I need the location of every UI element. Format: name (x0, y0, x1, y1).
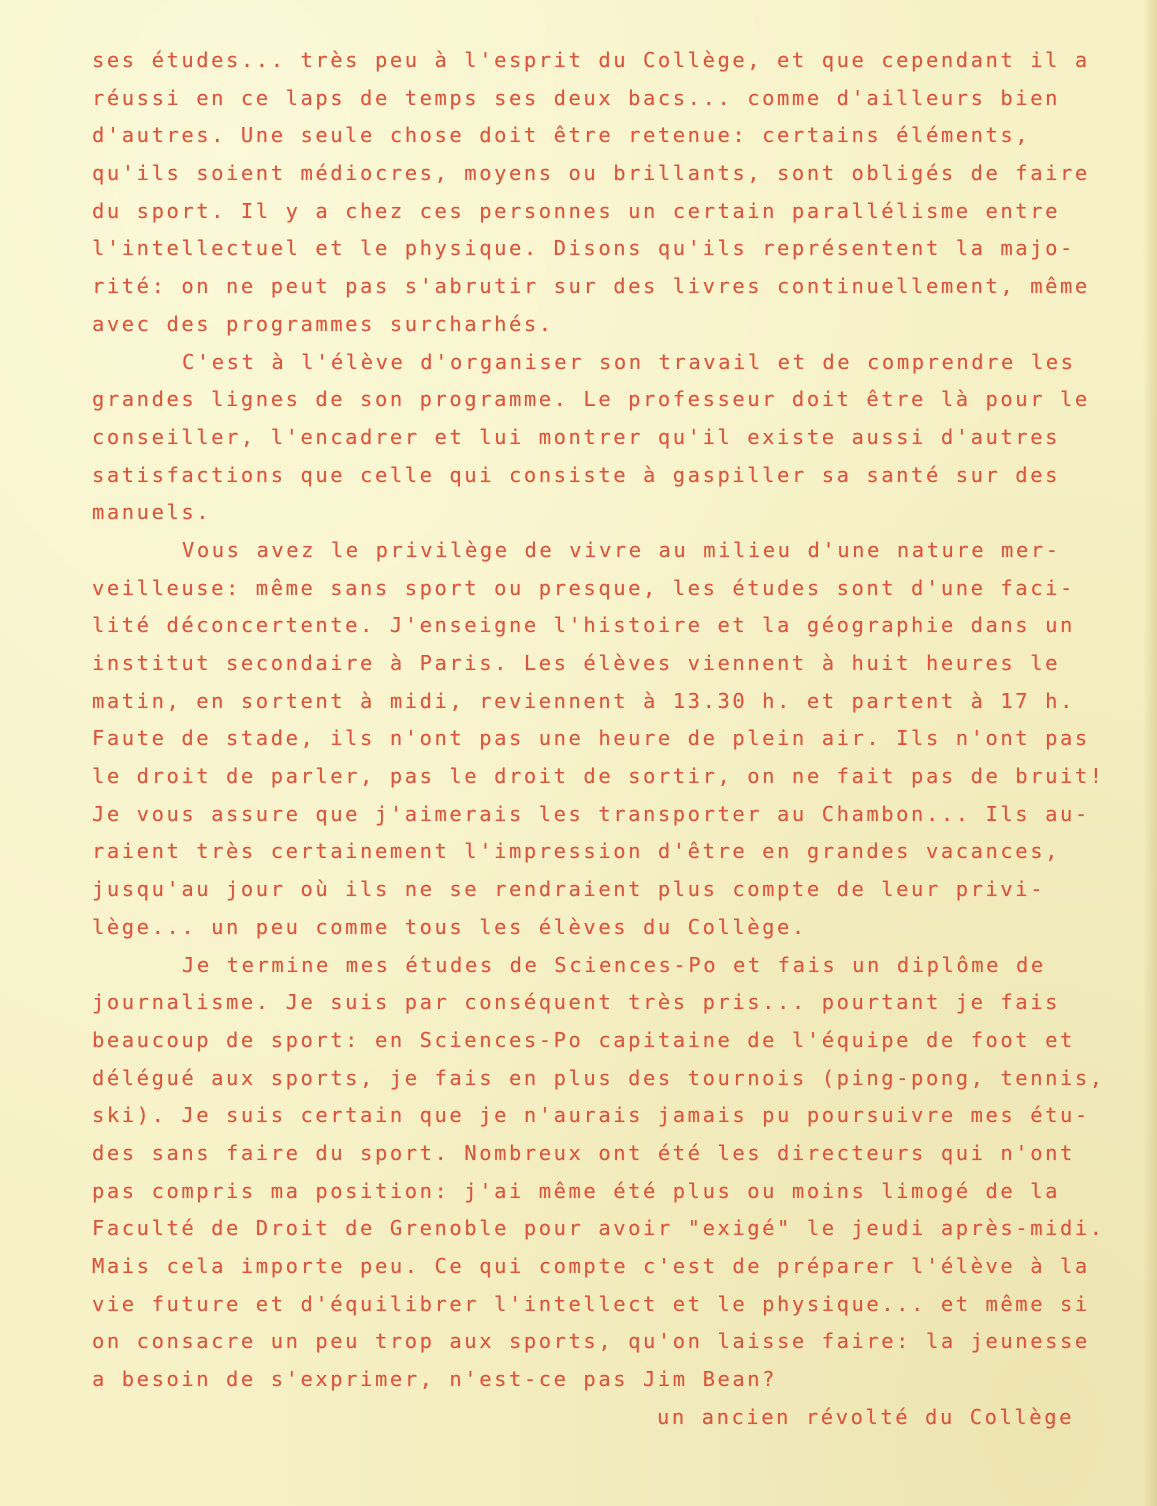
text-line: on consacre un peu trop aux sports, qu'on laisse faire: la jeunesse (92, 1329, 1090, 1354)
paper-edge (1143, 0, 1157, 1506)
text-line: qu'ils soient médiocres, moyens ou brillants, sont obligés de faire (92, 161, 1090, 186)
paragraph (92, 42, 1097, 344)
text-line: pas compris ma position: j'ai même été plus ou moins limogé de la (92, 1178, 1060, 1203)
text-line: Je vous assure que j'aimerais les transporter au Chambon... Ils au- (92, 801, 1090, 826)
text-line: conseiller, l'encadrer et lui montrer qu'il existe aussi d'autres (92, 424, 1060, 449)
text-line: avec des programmes surcharhés. (92, 311, 554, 336)
text-line: le droit de parler, pas le droit de sortir, on ne fait pas de bruit! (92, 764, 1105, 789)
text-line: d'autres. Une seule chose doit être retenue: certains éléments, (92, 123, 1031, 148)
text-line: Je termine mes études de Sciences-Po et fais un diplôme de (182, 952, 1046, 977)
text-line: l'intellectuel et le physique. Disons qu'ils représentent la majo- (92, 236, 1075, 261)
signature-line: un ancien révolté du Collège (657, 1404, 1074, 1429)
text-line: Mais cela importe peu. Ce qui compte c'est de préparer l'élève à la (92, 1254, 1090, 1278)
text-line: ski). Je suis certain que je n'aurais jamais pu poursuivre mes étu- (92, 1103, 1090, 1128)
text-line: Faute de stade, ils n'ont pas une heure de plein air. Ils n'ont pas (92, 726, 1090, 751)
paragraph (92, 344, 1097, 532)
text-line: matin, en sortent à midi, reviennent à 13.30 h. et partent à 17 h. (92, 688, 1075, 713)
text-line: grandes lignes de son programme. Le professeur doit être là pour le (92, 387, 1090, 412)
letter-body (92, 42, 1105, 1399)
text-line: du sport. Il y a chez ces personnes un certain parallélisme entre (92, 198, 1060, 223)
paragraph (92, 947, 1105, 1399)
text-line: C'est à l'élève d'organiser son travail et de comprendre les (182, 349, 1076, 374)
text-line: lité déconcertente. J'enseigne l'histoire et la géographie dans un (92, 613, 1075, 638)
text-line: Vous avez le privilège de vivre au milieu d'une nature mer- (182, 537, 1061, 562)
text-line: ses études... très peu à l'esprit du Collège, et que cependant il a (92, 48, 1090, 72)
text-line: vie future et d'équilibrer l'intellect et le physique... et même si (92, 1291, 1090, 1316)
paragraph (92, 532, 1105, 947)
text-line: satisfactions que celle qui consiste à gaspiller sa santé sur des (92, 462, 1060, 487)
text-line: institut secondaire à Paris. Les élèves viennent à huit heures le (92, 651, 1060, 675)
text-line: manuels. (92, 500, 212, 525)
text-line: journalisme. Je suis par conséquent très pris... pourtant je fais (92, 990, 1060, 1015)
text-line: veilleuse: même sans sport ou presque, les études sont d'une faci- (92, 575, 1075, 600)
text-line: Faculté de Droit de Grenoble pour avoir "exigé" le jeudi après-midi. (92, 1216, 1105, 1241)
text-line: lège... un peu comme tous les élèves du Collège. (92, 914, 807, 939)
text-line: a besoin de s'exprimer, n'est-ce pas Jim Bean? (92, 1367, 778, 1392)
text-line: réussi en ce laps de temps ses deux bacs... comme d'ailleurs bien (92, 85, 1060, 110)
text-line: raient très certainement l'impression d'être en grandes vacances, (92, 839, 1060, 864)
text-line: rité: on ne peut pas s'abrutir sur des livres continuellement, même (92, 274, 1090, 299)
text-line: beaucoup de sport: en Sciences-Po capitaine de l'équipe de foot et (92, 1027, 1075, 1052)
text-line: des sans faire du sport. Nombreux ont été les directeurs qui n'ont (92, 1140, 1075, 1165)
text-line: délégué aux sports, je fais en plus des tournois (ping-pong, tennis, (92, 1065, 1105, 1090)
text-line: jusqu'au jour où ils ne se rendraient plus compte de leur privi- (92, 877, 1046, 902)
